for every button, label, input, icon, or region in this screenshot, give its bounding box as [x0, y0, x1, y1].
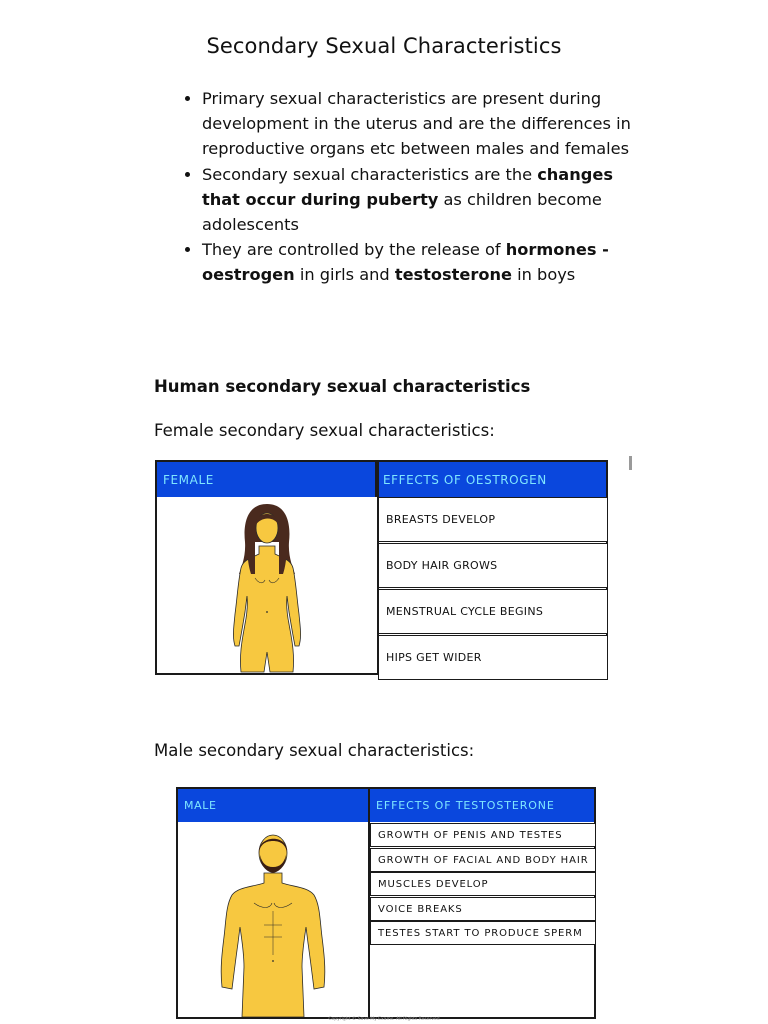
bold-text: testosterone	[394, 265, 512, 285]
effects-of-oestrogen-header: EFFECTS OF OESTROGEN	[377, 462, 606, 497]
bullet-item	[202, 86, 642, 162]
effects-of-testosterone-header: EFFECTS OF TESTOSTERONE	[370, 789, 594, 822]
bullet-item	[202, 237, 642, 287]
text-span: as children become adolescents	[202, 189, 602, 235]
bullet-item	[202, 162, 642, 238]
effect-row: MUSCLES DEVELOP	[370, 872, 596, 896]
text-span: in girls and	[294, 265, 395, 285]
effect-row: BREASTS DEVELOP	[378, 497, 608, 542]
effect-row: GROWTH OF PENIS AND TESTES	[370, 823, 596, 847]
bold-text: hormones - oestrogen	[202, 240, 609, 285]
male-figure-icon	[198, 829, 348, 1017]
effect-row: MENSTRUAL CYCLE BEGINS	[378, 589, 608, 634]
male-characteristics-table	[176, 787, 596, 1019]
female-characteristics-table	[155, 460, 608, 675]
scrollbar-thumb[interactable]	[629, 456, 632, 470]
text-span: in boys	[512, 265, 576, 285]
effect-row: VOICE BREAKS	[370, 897, 596, 921]
bold-text: changes that occur during puberty	[202, 164, 613, 209]
effect-row: TESTES START TO PRODUCE SPERM	[370, 921, 596, 945]
text-span: They are controlled by the release of	[202, 240, 506, 260]
effect-row: BODY HAIR GROWS	[378, 543, 608, 588]
female-subheading: Female secondary sexual characteristics:	[154, 421, 495, 440]
section-heading: Human secondary sexual characteristics	[154, 377, 531, 396]
intro-bullet-list	[180, 86, 642, 288]
effect-row: GROWTH OF FACIAL AND BODY HAIR	[370, 848, 596, 872]
text-span: Secondary sexual characteristics are the	[202, 164, 538, 184]
page-title: Secondary Sexual Characteristics	[206, 34, 562, 59]
text-span: Primary sexual characteristics are present during development in the uterus and are the differences in reproductive organs etc between males and females	[202, 89, 631, 159]
male-header: MALE	[178, 789, 370, 822]
female-figure-icon	[217, 502, 317, 674]
female-header: FEMALE	[157, 462, 377, 497]
copyright-notice: Copyright © Save My Exams. All Rights Reserved	[328, 1017, 440, 1022]
male-subheading: Male secondary sexual characteristics:	[154, 741, 475, 760]
effect-row: HIPS GET WIDER	[378, 635, 608, 680]
